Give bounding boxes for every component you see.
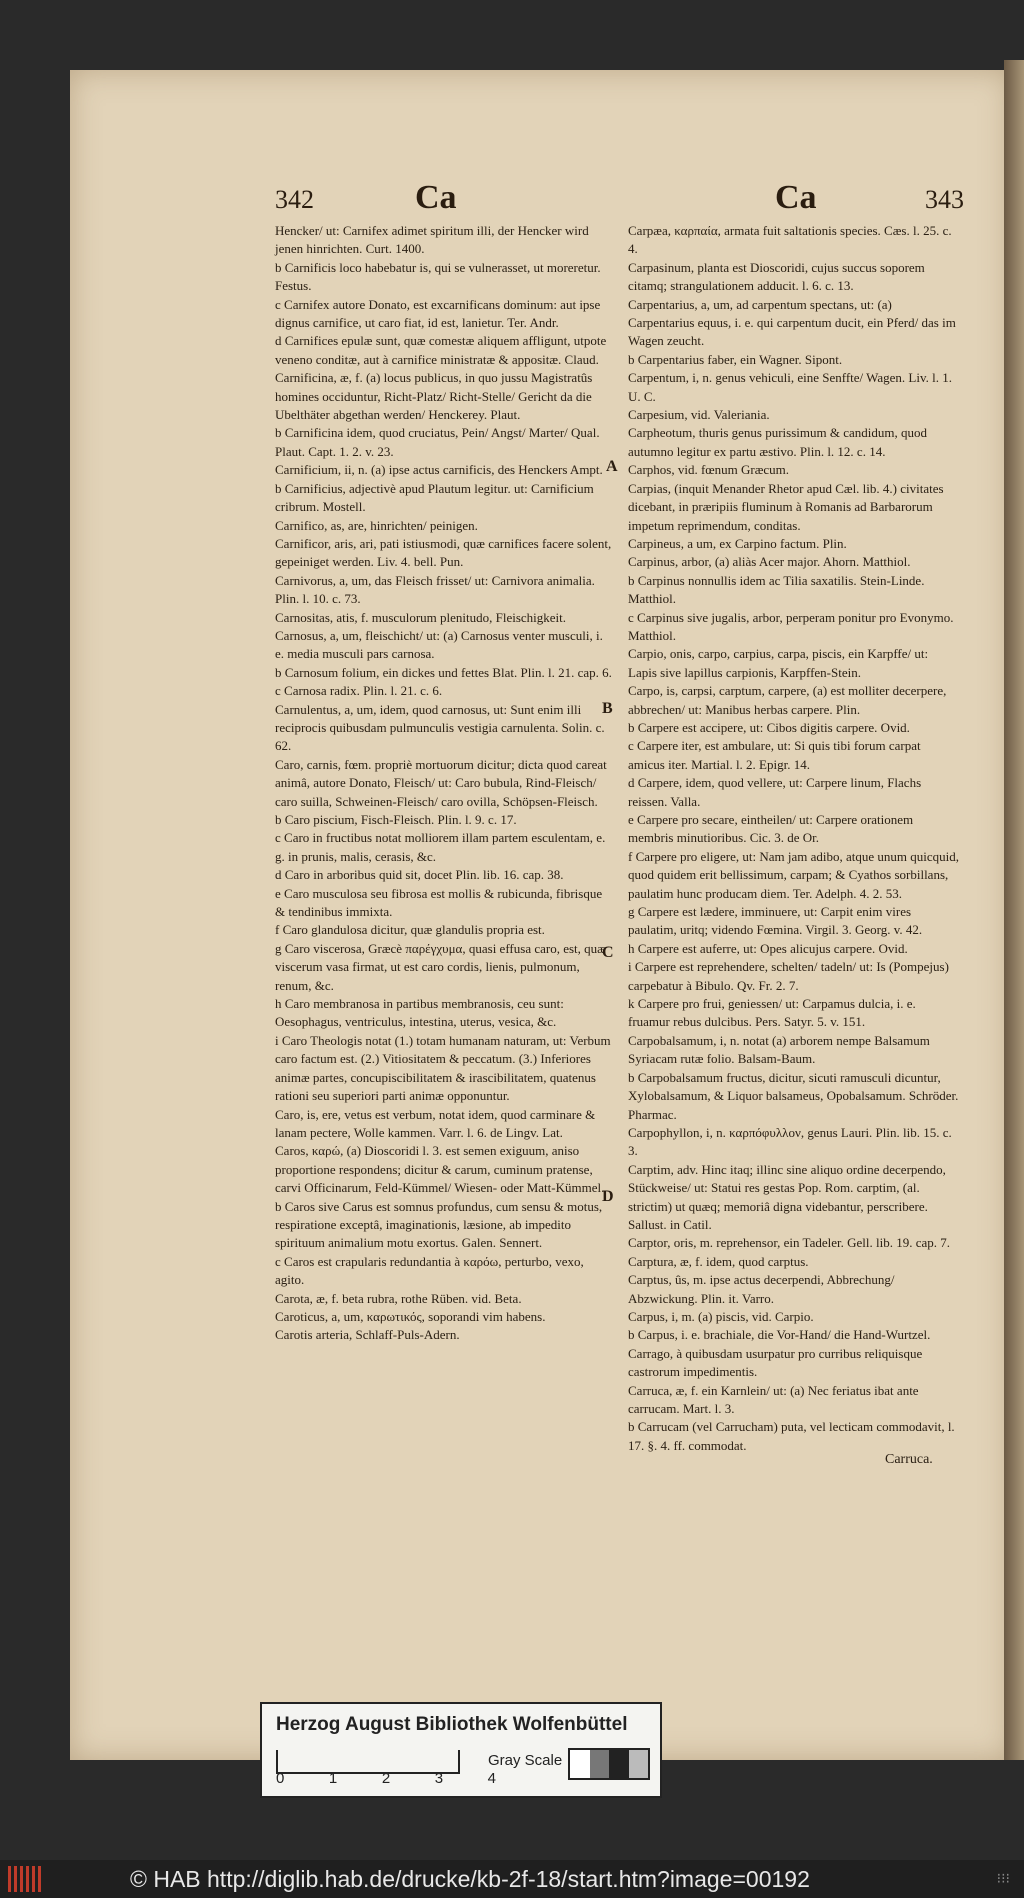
page-number-left: 342 bbox=[275, 185, 314, 214]
dictionary-entry: Caroticus, a, um, καρωτικός, soporandi vim habens. bbox=[275, 1308, 546, 1324]
gray-scale-swatch bbox=[568, 1748, 650, 1780]
dictionary-entry: d Caro in arboribus quid sit, docet Plin. lib. 16. cap. 38. bbox=[275, 867, 564, 883]
tick-label: 4 bbox=[487, 1770, 496, 1787]
dictionary-entry: b Caros sive Carus est somnus profundus, cum sensu & motus, respiratione exceptâ, imaginationis, læsione, ab impedito spirituum animalium motu exortus. Galen. Sennert. bbox=[275, 1198, 603, 1251]
section-marker-c: C bbox=[602, 944, 614, 961]
section-marker-b: B bbox=[602, 700, 613, 717]
dictionary-entry: b Carpere est accipere, ut: Cibos digitis carpere. Ovid. bbox=[628, 719, 910, 735]
dictionary-entry: f Caro glandulosa dicitur, quæ glandulis propria est. bbox=[275, 922, 545, 938]
dictionary-entry: b Carpobalsamum fructus, dicitur, sicuti ramusculi dicuntur, Xylobalsamum, & Liquor balsameus, Opobalsamum. Schröder. Pharmac. bbox=[628, 1069, 959, 1122]
dictionary-entry: Carpias, (inquit Menander Rhetor apud Cæl. lib. 4.) civitates dicebant, in præripiis fluminum à Romanis ad Barbarorum impetum reprimendum, conditas. bbox=[628, 480, 944, 533]
dictionary-entry: b Carpinus nonnullis idem ac Tilia saxatilis. Stein-Linde. Matthiol. bbox=[628, 572, 925, 607]
dictionary-entry: Carnosus, a, um, fleischicht/ ut: (a) Carnosus venter musculi, i. e. media musculi pars carnosa. bbox=[275, 627, 603, 662]
dictionary-entry: b Caro piscium, Fisch-Fleisch. Plin. l. 9. c. 17. bbox=[275, 812, 517, 827]
dictionary-entry: Caro, is, ere, vetus est verbum, notat idem, quod carminare & lanam pectere, Wolle kammen. Varr. l. 6. de Lingv. Lat. bbox=[275, 1106, 596, 1140]
dictionary-entry: c Carnosa radix. Plin. l. 21. c. 6. bbox=[275, 683, 443, 699]
footer-bar bbox=[0, 1860, 1024, 1898]
dictionary-entry: b Carpentarius faber, ein Wagner. Sipont. bbox=[628, 351, 843, 367]
dictionary-entry: Carptura, æ, f. idem, quod carptus. bbox=[628, 1253, 809, 1269]
hab-logo-icon bbox=[8, 1866, 42, 1892]
dictionary-entry: g Carpere est lædere, imminuere, ut: Carpit enim vires paulatim, uritq; videndo Fœmina. Virgil. 3. Georg. v. 42. bbox=[628, 904, 923, 938]
tick-label: 1 bbox=[328, 1770, 338, 1787]
dictionary-entry: h Caro membranosa in partibus membranosis, ceu sunt: Oesophagus, ventriculus, intestina, uterus, vesica, &c. bbox=[275, 996, 564, 1030]
dictionary-entry: Carpus, i, m. (a) piscis, vid. Carpio. bbox=[628, 1308, 814, 1324]
page-header bbox=[205, 179, 965, 216]
dictionary-entry: Caros, καρώ, (a) Dioscoridi l. 3. est semen exiguum, aniso proportione respondens; dicitur & carum, cuminum pratense, carvi Officinarum, Feld-Kümmel/ Wiesen- oder Matt-Kümmel. bbox=[275, 1143, 605, 1196]
dictionary-entry: Carnositas, atis, f. musculorum plenitudo, Fleischigkeit. bbox=[275, 609, 567, 625]
dictionary-entry: c Carnifex autore Donato, est excarnificans dominum: aut ipse dignus carnifice, ut caro fiat, id est, lanietur. Ter. Andr. bbox=[275, 296, 601, 331]
tick-label: 2 bbox=[381, 1770, 391, 1787]
dictionary-entry: b Carnificius, adjectivè apud Plautum legitur. ut: Carnificium cribrum. Mostell. bbox=[275, 480, 594, 515]
dictionary-entry: Carnifico, as, are, hinrichten/ peinigen. bbox=[275, 517, 478, 533]
swatch-white bbox=[570, 1750, 590, 1778]
dictionary-entry: Carnificina, æ, f. (a) locus publicus, in quo jussu Magistratûs homines occiduntur, Richt-Platz/ Richt-Stelle/ Gericht da die Ubelthäter abgethan werden/ Henckerey. Plaut. bbox=[275, 370, 593, 423]
dictionary-entry: Carpineus, a um, ex Carpino factum. Plin. bbox=[628, 535, 847, 551]
dictionary-entry: Carpio, onis, carpo, carpius, carpa, piscis, ein Karpffe/ ut: Lapis sive lapillus carpionis, Karpffen-Stein. bbox=[628, 646, 929, 680]
page-number-right: 343 bbox=[925, 185, 964, 214]
gray-scale-label: Gray Scale bbox=[488, 1752, 563, 1769]
dictionary-entry: Carptus, ûs, m. ipse actus decerpendi, Abbrechung/ Abzwickung. Plin. it. Varro. bbox=[628, 1272, 895, 1306]
dictionary-entry: Carpobalsamum, i, n. notat (a) arborem nempe Balsamum Syriacam rutæ folio. Balsam-Baum. bbox=[628, 1032, 930, 1067]
scale-tick-labels bbox=[276, 1770, 496, 1787]
dictionary-entry: b Carnosum folium, ein dickes und fettes Blat. Plin. l. 21. cap. 6. bbox=[275, 664, 612, 680]
dictionary-entry: i Carpere est reprehendere, schelten/ tadeln/ ut: Is (Pompejus) carpebatur à Bibulo. Qv. Fr. 2. 7. bbox=[628, 959, 949, 993]
dictionary-entry: b Carnificina idem, quod cruciatus, Pein/ Angst/ Marter/ Qual. Plaut. Capt. 1. 2. v. 23. bbox=[275, 425, 600, 459]
dictionary-entry: Carrago, à quibusdam usurpatur pro curribus reliquisque castrorum impedimentis. bbox=[628, 1345, 923, 1380]
running-head-left: Ca bbox=[415, 179, 457, 216]
dictionary-entry: Carpasinum, planta est Dioscoridi, cujus succus soporem citamq; strangulationem adducit. l. 6. c. 13. bbox=[628, 259, 925, 294]
dictionary-entry: c Carpere iter, est ambulare, ut: Si quis tibi forum carpat amicus iter. Martial. l. 2. Epigr. 14. bbox=[628, 738, 921, 772]
menu-dots-icon[interactable]: ⁝⁝⁝ bbox=[996, 1870, 1010, 1886]
tick-label: 3 bbox=[434, 1770, 444, 1787]
running-head-right: Ca bbox=[775, 179, 817, 216]
right-column bbox=[628, 222, 960, 1455]
dictionary-entry: d Carpere, idem, quod vellere, ut: Carpere linum, Flachs reissen. Valla. bbox=[628, 775, 922, 809]
left-column bbox=[275, 222, 615, 1345]
dictionary-entry: Carpentarius, a, um, ad carpentum spectans, ut: (a) Carpentarius equus, i. e. qui carpentum ducit, ein Pferd/ das im Wagen zeucht. bbox=[628, 296, 956, 349]
dictionary-entry: Carruca, æ, f. ein Karnlein/ ut: (a) Nec feriatus ibat ante carrucam. Mart. l. 3. bbox=[628, 1382, 919, 1416]
dictionary-entry: b Carpus, i. e. brachiale, die Vor-Hand/ die Hand-Wurtzel. bbox=[628, 1327, 931, 1343]
dictionary-entry: Carptim, adv. Hinc itaq; illinc sine aliquo ordine decerpendo, Stückweise/ ut: Statui res gestas Pop. Rom. carptim, (al. strictim) ut quæq; memoriâ digna videbantur, perscribere. Sallust. in Catil. bbox=[628, 1161, 946, 1232]
dictionary-entry: c Caro in fructibus notat molliorem illam partem esculentam, e. g. in prunis, malis, cerasis, &c. bbox=[275, 830, 606, 864]
dictionary-entry: c Carpinus sive jugalis, arbor, perperam ponitur pro Evonymo. Matthiol. bbox=[628, 609, 954, 643]
dictionary-entry: k Carpere pro frui, geniessen/ ut: Carpamus dulcia, i. e. fruamur rebus dulcibus. Pers. Satyr. 5. v. 151. bbox=[628, 996, 916, 1030]
swatch-black bbox=[609, 1750, 629, 1778]
library-label bbox=[260, 1702, 662, 1798]
library-name: Herzog August Bibliothek Wolfenbüttel bbox=[276, 1714, 628, 1735]
dictionary-entry: Carpophyllon, i, n. καρπόφυλλον, genus Lauri. Plin. lib. 15. c. 3. bbox=[628, 1124, 952, 1159]
dictionary-entry: Carpæa, καρπαία, armata fuit saltationis species. Cæs. l. 25. c. 4. bbox=[628, 223, 952, 257]
dictionary-entry: Carotis arteria, Schlaff-Puls-Adern. bbox=[275, 1327, 460, 1343]
tick-label: 0 bbox=[276, 1770, 285, 1787]
catchword: Carruca. bbox=[885, 1452, 933, 1467]
dictionary-entry: e Caro musculosa seu fibrosa est mollis & rubicunda, fibrisque & tendinibus immixta. bbox=[275, 885, 603, 920]
source-link[interactable]: © HAB http://diglib.hab.de/drucke/kb-2f-18/start.htm?image=00192 bbox=[130, 1866, 810, 1892]
dictionary-entry: b Carrucam (vel Carrucham) puta, vel lecticam commodavit, l. 17. §. 4. ff. commodat. bbox=[628, 1419, 955, 1453]
dictionary-entry: Carnificor, aris, ari, pati istiusmodi, quæ carnifices facere solent, gepeiniget werden. Liv. 4. bell. Pun. bbox=[275, 535, 612, 570]
dictionary-entry: Hencker/ ut: Carnifex adimet spiritum illi, der Hencker wird jenen hinrichten. Curt. 1400. bbox=[275, 223, 589, 257]
section-marker-d: D bbox=[602, 1188, 614, 1205]
dictionary-entry: g Caro viscerosa, Græcè παρέγχυμα, quasi effusa caro, est, quæ viscerum vasa firmat, ut est caro cordis, lienis, pulmonum, renum, &c. bbox=[275, 940, 606, 993]
dictionary-entry: Carnivorus, a, um, das Fleisch frisset/ ut: Carnivora animalia. Plin. l. 10. c. 73. bbox=[275, 572, 595, 607]
dictionary-entry: h Carpere est auferre, ut: Opes alicujus carpere. Ovid. bbox=[628, 940, 908, 956]
page-edge bbox=[1004, 60, 1024, 1760]
swatch-light bbox=[629, 1750, 649, 1778]
dictionary-entry: d Carnifices epulæ sunt, quæ comestæ aliquem affligunt, utpote veneno conditæ, aut à carnifice ministratæ & appositæ. Claud. bbox=[275, 333, 607, 367]
dictionary-entry: Carpesium, vid. Valeriania. bbox=[628, 407, 770, 423]
swatch-gray bbox=[590, 1750, 610, 1778]
dictionary-entry: b Carnificis loco habebatur is, qui se vulnerasset, ut moreretur. Festus. bbox=[275, 259, 601, 294]
dictionary-entry: Carpheotum, thuris genus purissimum & candidum, quod autumno legitur ex partu æstivo. Plin. l. 12. c. 14. bbox=[628, 425, 927, 459]
dictionary-entry: Carpinus, arbor, (a) aliàs Acer major. Ahorn. Matthiol. bbox=[628, 554, 911, 570]
dictionary-entry: Carptor, oris, m. reprehensor, ein Tadeler. Gell. lib. 19. cap. 7. bbox=[628, 1235, 950, 1251]
dictionary-entry: c Caros est crapularis redundantia à καρόω, perturbo, vexo, agito. bbox=[275, 1253, 584, 1288]
dictionary-entry: Carphos, vid. fœnum Græcum. bbox=[628, 462, 790, 478]
dictionary-entry: Carnulentus, a, um, idem, quod carnosus, ut: Sunt enim illi reciprocis quibusdam pulmunculis vestigia carnulenta. Solin. c. 62. bbox=[275, 701, 605, 754]
dictionary-entry: Carpo, is, carpsi, carptum, carpere, (a) est molliter decerpere, abbrechen/ ut: Manibus herbas carpere. Plin. bbox=[628, 683, 947, 717]
dictionary-entry: Carota, æ, f. beta rubra, rothe Rüben. vid. Beta. bbox=[275, 1290, 522, 1306]
dictionary-entry: Carnificium, ii, n. (a) ipse actus carnificis, des Henckers Ampt. bbox=[275, 462, 603, 478]
dictionary-entry: i Caro Theologis notat (1.) totam humanam naturam, ut: Verbum caro factum est. (2.) Vitiositatem & peccatum. (3.) Inferiores animæ partes, concupiscibilitatem & irascibilitatem, quatenus rationi seu superiori parti animæ opponuntur. bbox=[275, 1032, 611, 1104]
section-marker-a: A bbox=[606, 458, 618, 475]
dictionary-entry: Carpentum, i, n. genus vehiculi, eine Senffte/ Wagen. Liv. l. 1. U. C. bbox=[628, 370, 953, 404]
dictionary-entry: e Carpere pro secare, eintheilen/ ut: Carpere orationem membris minutioribus. Cic. 3. de Or. bbox=[628, 812, 914, 846]
dictionary-entry: f Carpere pro eligere, ut: Nam jam adibo, atque unum quicquid, quod quidem erit bellissimum, carpam; & Cyathos sorbillans, paulatim hunc producam diem. Ter. Adelph. 4. 2. 53. bbox=[628, 848, 960, 901]
dictionary-entry: Caro, carnis, fœm. propriè mortuorum dicitur; dicta quod careat animâ, autore Donato, Fleisch/ ut: Caro bubula, Rind-Fleisch/ caro suilla, Schweinen-Fleisch/ caro ovilla, Schöpsen-Fleisch. bbox=[275, 756, 607, 809]
